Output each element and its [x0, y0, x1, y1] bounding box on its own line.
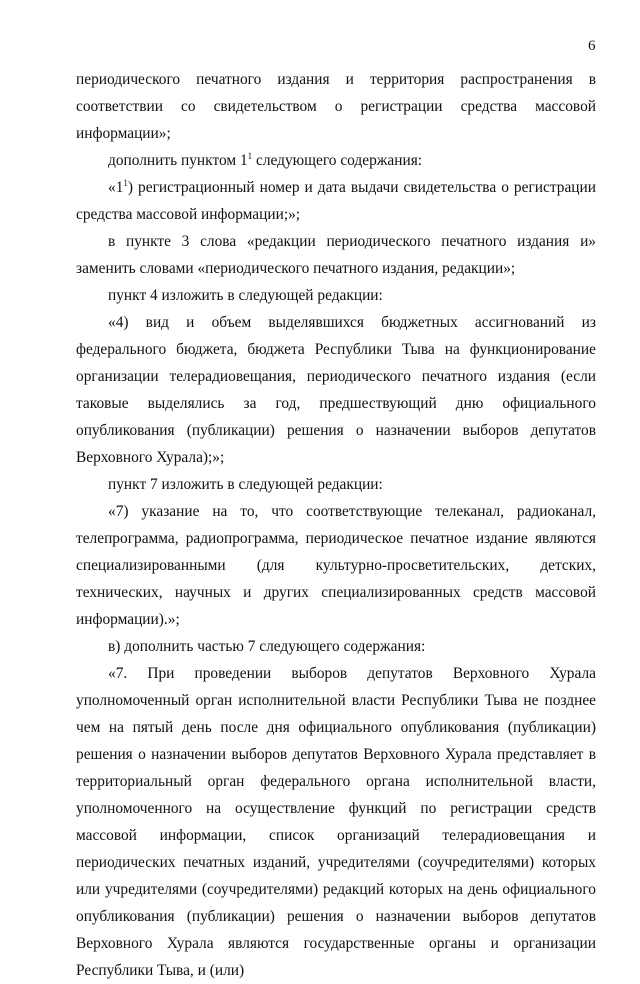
paragraph-continuation: периодического печатного издания и территория распространения в соответствии со свидетельством о регистрации средства массовой информации»;	[76, 71, 596, 142]
superscript: 1	[247, 151, 253, 161]
paragraph-item-7-content: «7) указание на то, что соответствующие телеканал, радиоканал, телепрограмма, радиопрограмма, периодическое печатное издание являются специализированными (для культурно-просветительских, детских, технических, научных и других специализированных средств массовой информации).»;	[76, 503, 596, 628]
paragraph-text: ) регистрационный номер и дата выдачи свидетельства о регистрации средства массовой информации;»;	[76, 179, 596, 223]
paragraph-part-7-content: «7. При проведении выборов депутатов Верховного Хурала уполномоченный орган исполнительной власти Республики Тыва не позднее чем на пятый день после дня официального опубликования (публикации) решения о назначении выборов депутатов Верховного Хурала представляет в территориальный орган федерального органа исполнительной власти, уполномоченного на осуществление функций по регистрации средств массовой информации, список организаций телерадиовещания и периодических печатных изданий, учредителями (соучредителями) которых или учредителями (соучредителями) редакций которых на день официального опубликования (публикации) решения о назначении выборов депутатов Верховного Хурала являются государственные органы и организации Республики Тыва, и (или)	[76, 665, 596, 979]
paragraph-text: дополнить пунктом 1	[108, 152, 248, 169]
document-body	[76, 66, 596, 984]
paragraph-text: «1	[108, 179, 124, 196]
superscript: 1	[123, 178, 128, 188]
page-number: 6	[588, 38, 596, 54]
paragraph-add-item-1-1	[76, 147, 596, 174]
paragraph-item-1-1-content	[76, 174, 596, 228]
paragraph-item-4-heading: пункт 4 изложить в следующей редакции:	[108, 287, 383, 304]
paragraph-add-part-7: в) дополнить частью 7 следующего содержания:	[108, 638, 426, 655]
paragraph-item-4-content: «4) вид и объем выделявшихся бюджетных ассигнований из федерального бюджета, бюджета Республики Тыва на функционирование организации телерадиовещания, периодического печатного издания (если таковые выделялись за год, предшествующий дню официального опубликования (публикации) решения о назначении выборов депутатов Верховного Хурала);»;	[76, 314, 596, 466]
paragraph-item-3-replace: в пункте 3 слова «редакции периодического печатного издания и» заменить словами «периодического печатного издания, редакции»;	[76, 233, 596, 277]
paragraph-text: следующего содержания:	[252, 152, 423, 169]
paragraph-item-7-heading: пункт 7 изложить в следующей редакции:	[108, 476, 383, 493]
